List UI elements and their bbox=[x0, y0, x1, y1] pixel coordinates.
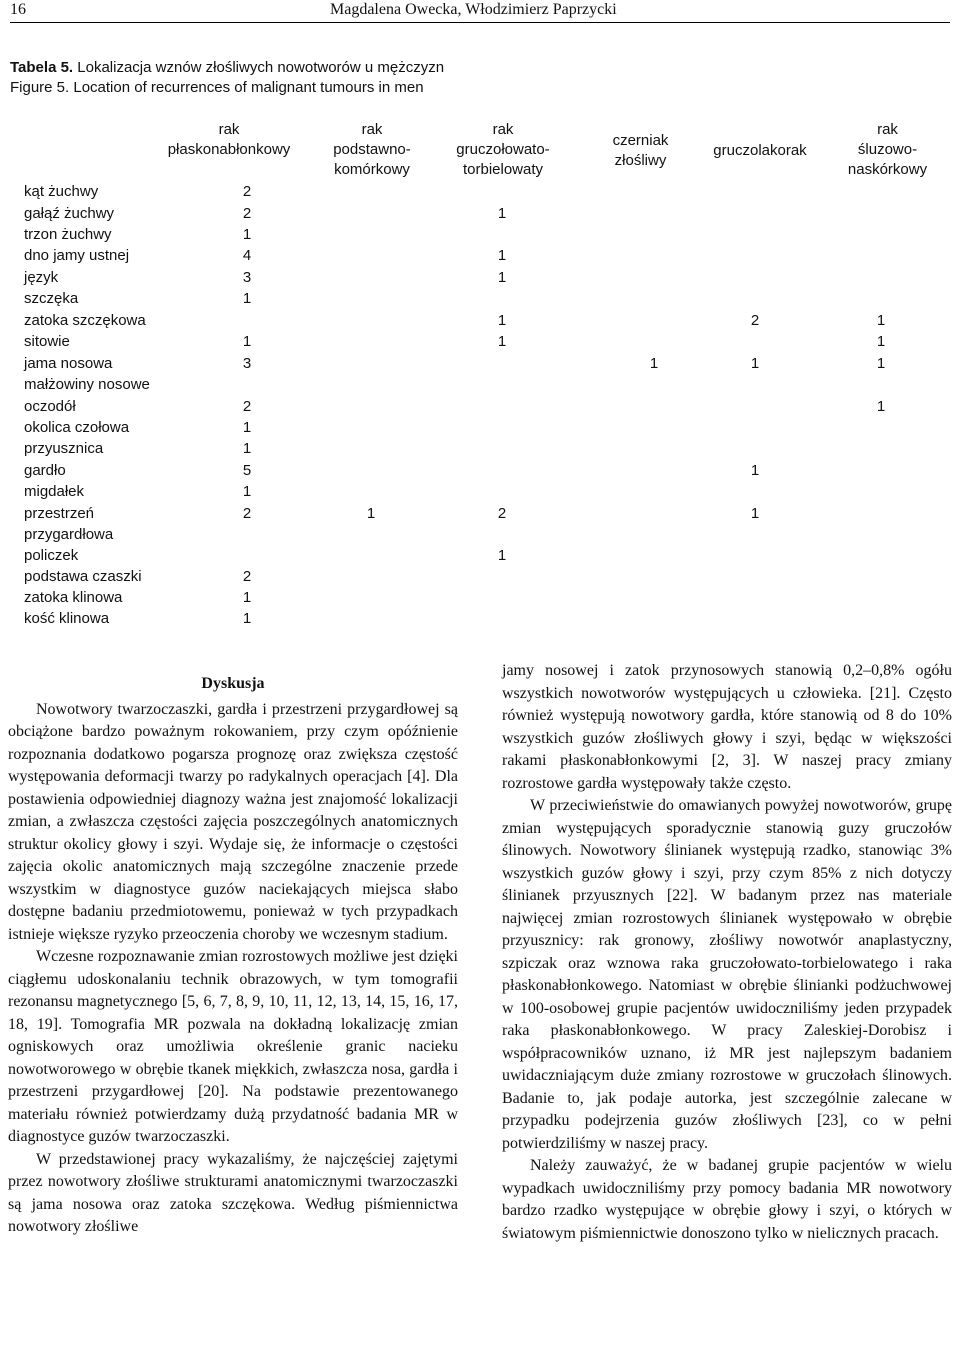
table-cell: 2 bbox=[242, 205, 252, 222]
row-label: zatoka klinowa bbox=[24, 589, 123, 606]
paragraph: W przedstawionej pracy wykazaliśmy, że najczęściej zajętymi przez nowotwory złośliwe strukturami anatomicznymi twarzoczaszki są jama nosowa oraz zatoka szczękowa. Według piśmiennictwa nowotwory złośliwe bbox=[8, 1150, 458, 1235]
paragraph: Nowotwory twarzoczaszki, gardła i przestrzeni przygardłowej są obciążone bardzo poważnym rokowaniem, przy czym opóźnienie rozpoznania dodatkowo pogarsza prognozę oraz zwiększa częstość występowania deformacji twarzy po radykalnych operacjach [4]. Dla postawienia odpowiedniej diagnozy ważna jest znajomość lokalizacji zmian, a zwłaszcza częstości zajęcia poszczególnych anatomicznych struktur okolicy głowy i szyi. Wydaje się, że informacje o częstości zajęcia okolic anatomicznych mają szczególne znaczenie przede wszystkim w diagnostyce guzów naciekających miejsca słabo dostępne badaniu przedmiotowemu, ponieważ w tych przypadkach istnieje większe ryzyko przeoczenia choroby we wczesnym stadium. bbox=[8, 700, 458, 943]
table-row bbox=[24, 310, 924, 331]
table-cell: 1 bbox=[497, 547, 507, 564]
table-row bbox=[24, 288, 924, 309]
paragraph: Należy zauważyć, że w badanej grupie pacjentów w wielu wypadkach uwidoczniliśmy przy pomocy badania MR nowotwory bardzo rzadko występujące w obrębie głowy i szyi, o których w światowym piśmiennictwie donoszono tylko w nielicznych pracach. bbox=[502, 1157, 952, 1242]
row-label: zatoka szczękowa bbox=[24, 312, 146, 329]
row-label: policzek bbox=[24, 547, 79, 564]
left-text-column bbox=[8, 663, 458, 1239]
row-label: migdałek bbox=[24, 483, 85, 500]
table-cell: 1 bbox=[750, 462, 760, 479]
table-cell: 2 bbox=[242, 505, 252, 522]
table-row bbox=[24, 245, 924, 266]
row-label: gardło bbox=[24, 462, 66, 479]
table-cell: 1 bbox=[242, 589, 252, 606]
page-number: 16 bbox=[10, 1, 26, 18]
paragraph: Wczesne rozpoznawanie zmian rozrostowych możliwe jest dzięki ciągłemu udoskonalaniu technik obrazowych, w tym tomografii rezonansu magnetycznego [5, 6, 7, 8, 9, 10, 11, 12, 13, 14, 15, 16, 17, 18, 19]. Tomografia MR pozwala na dokładną lokalizację zmian ogniskowych oraz umożliwia określenie granic nacieku nowotworowego w obrębie tkanek miękkich, zwłaszcza nosa, gardła i przestrzeni przygardłowej [20]. Na podstawie prezentowanego materiału również potwierdzamy dużą przydatność badania MR w diagnostyce guzów twarzoczaszki. bbox=[8, 948, 458, 1145]
row-label: przestrzeń bbox=[24, 505, 95, 522]
table-cell: 1 bbox=[876, 312, 886, 329]
table-cell: 3 bbox=[242, 355, 252, 372]
table-cell: 4 bbox=[242, 247, 252, 264]
row-label: oczodół bbox=[24, 398, 76, 415]
table-row bbox=[24, 608, 924, 629]
row-label: język bbox=[24, 269, 59, 286]
column-header-line: złośliwy bbox=[614, 152, 667, 169]
column-header-line: gruczolakorak bbox=[713, 142, 807, 159]
table-row bbox=[24, 374, 924, 395]
table-cell: 1 bbox=[750, 505, 760, 522]
column-header-basal-cell bbox=[312, 120, 432, 180]
row-label: okolica czołowa bbox=[24, 419, 130, 436]
table-cell: 1 bbox=[750, 355, 760, 372]
table-cell: 1 bbox=[649, 355, 659, 372]
paragraph: jamy nosowej i zatok przynosowych stanowią 0,2–0,8% ogółu wszystkich nowotworów występujących u człowieka. [21]. Często również występują nowotwory gardła, które stanowią od 8 do 10% wszystkich guzów złośliwych głowy i szyi, będąc w większości rakami płaskonabłonkowymi [2, 3]. W naszej pracy zmiany rozrostowe gardła występowały także często. bbox=[502, 662, 952, 792]
column-header-line: płaskonabłonkowy bbox=[167, 141, 291, 158]
paragraph: W przeciwieństwie do omawianych powyżej nowotworów, grupę zmian występujących sporadycznie stanowią guzy gruczołów ślinowych. Nowotwory ślinianek występują rzadko, stanowiąc 3% wszystkich guzów głowy i szyi, przy czym 85% z nich dotyczy ślinianek przyusznych [22]. W badanym przez nas materiale najwięcej zmian rozrostowych ślinianek występowało w obrębie przyusznicy: rak gronowy, złośliwy nowotwór anaplastyczny, szpiczak oraz wznowa raka gruczołowato-torbielowatego i raka płaskonabłonkowego. Natomiast w obrębie ślinianki podżuchwowej w 100-osobowej grupie pacjentów uwidoczniliśmy jeden przypadek raka płaskonabłonkowego. W pracy Zaleskiej-Dorobisz i współpracowników uznano, iż MR jest najlepszym badaniem uwidaczniającym duże zmiany rozrostowe w gruczołach ślinowych. Badanie to, jak podaje autorka, jest szczególnie zalecane w przypadku podejrzenia guzów złośliwych [23], co w pełni potwierdziliśmy w naszej pracy. bbox=[502, 797, 952, 1152]
table-row bbox=[24, 203, 924, 224]
column-header-line: śluzowo- bbox=[857, 141, 918, 158]
table-row bbox=[24, 267, 924, 288]
table-row bbox=[24, 503, 924, 545]
column-header-line: rak bbox=[492, 121, 514, 138]
table-row bbox=[24, 331, 924, 352]
table-caption bbox=[10, 58, 910, 98]
table-row bbox=[24, 481, 924, 502]
row-label: szczęka bbox=[24, 290, 79, 307]
column-header-mucoepidermoid bbox=[820, 120, 955, 180]
caption-english: Figure 5. Location of recurrences of malignant tumours in men bbox=[10, 79, 424, 96]
row-label: przyusznica bbox=[24, 440, 104, 457]
table-cell: 1 bbox=[876, 333, 886, 350]
table-cell: 1 bbox=[497, 312, 507, 329]
caption-text-pl: Lokalizacja wznów złośliwych nowotworów u mężczyzn bbox=[77, 59, 445, 76]
column-header-adenoid-cystic bbox=[438, 120, 568, 180]
table-cell: 1 bbox=[497, 333, 507, 350]
caption-polish bbox=[10, 58, 910, 78]
table-row bbox=[24, 438, 924, 459]
table-row bbox=[24, 566, 924, 587]
table-row bbox=[24, 224, 924, 245]
table-cell: 2 bbox=[497, 505, 507, 522]
row-label: jama nosowa bbox=[24, 355, 113, 372]
table-row bbox=[24, 396, 924, 417]
table-cell: 1 bbox=[497, 247, 507, 264]
column-header-line: komórkowy bbox=[334, 161, 410, 178]
table-cell: 5 bbox=[242, 462, 252, 479]
row-label: gałąź żuchwy bbox=[24, 205, 115, 222]
table-cell: 3 bbox=[242, 269, 252, 286]
column-header-line: podstawno- bbox=[333, 141, 411, 158]
table-cell: 1 bbox=[242, 419, 252, 436]
table-cell: 1 bbox=[497, 269, 507, 286]
section-heading-discussion: Dyskusja bbox=[201, 675, 265, 692]
column-header-line: rak bbox=[218, 121, 240, 138]
table-row bbox=[24, 545, 924, 566]
table-cell: 1 bbox=[876, 355, 886, 372]
column-header-adenocarcinoma bbox=[695, 141, 825, 161]
row-label: małżowiny nosowe bbox=[24, 376, 150, 393]
row-label: sitowie bbox=[24, 333, 70, 350]
table-cell: 1 bbox=[242, 333, 252, 350]
column-header-line: torbielowaty bbox=[462, 161, 544, 178]
table-cell: 1 bbox=[366, 505, 376, 522]
table-row bbox=[24, 460, 924, 481]
column-header-line: rak bbox=[877, 121, 898, 138]
table-row bbox=[24, 587, 924, 608]
row-label: kąt żuchwy bbox=[24, 183, 99, 200]
table-cell: 1 bbox=[242, 290, 252, 307]
column-header-line: rak bbox=[361, 121, 383, 138]
column-header-squamous bbox=[149, 120, 309, 160]
running-head-authors: Magdalena Owecka, Włodzimierz Paprzycki bbox=[330, 1, 617, 18]
row-label: przygardłowa bbox=[24, 526, 114, 543]
row-label: podstawa czaszki bbox=[24, 568, 142, 585]
table-cell: 2 bbox=[242, 568, 252, 585]
table-cell: 1 bbox=[242, 226, 252, 243]
table-cell: 2 bbox=[750, 312, 760, 329]
column-header-line: czerniak bbox=[612, 132, 669, 149]
column-header-line: naskórkowy bbox=[847, 161, 928, 178]
table-cell: 1 bbox=[242, 610, 252, 627]
table-cell: 1 bbox=[242, 483, 252, 500]
table-cell: 1 bbox=[242, 440, 252, 457]
right-text-column bbox=[502, 660, 952, 1245]
table-row bbox=[24, 181, 924, 202]
table-cell: 2 bbox=[242, 398, 252, 415]
row-label: trzon żuchwy bbox=[24, 226, 112, 243]
page-header bbox=[10, 0, 950, 23]
table-cell: 1 bbox=[876, 398, 886, 415]
row-label: kość klinowa bbox=[24, 610, 110, 627]
table-row bbox=[24, 417, 924, 438]
table-row bbox=[24, 353, 924, 374]
table-cell: 1 bbox=[497, 205, 507, 222]
column-header-line: gruczołowato- bbox=[456, 141, 550, 158]
column-header-melanoma bbox=[583, 131, 698, 171]
table-cell: 2 bbox=[242, 183, 252, 200]
row-label: dno jamy ustnej bbox=[24, 247, 130, 264]
caption-label: Tabela 5. bbox=[10, 59, 74, 76]
